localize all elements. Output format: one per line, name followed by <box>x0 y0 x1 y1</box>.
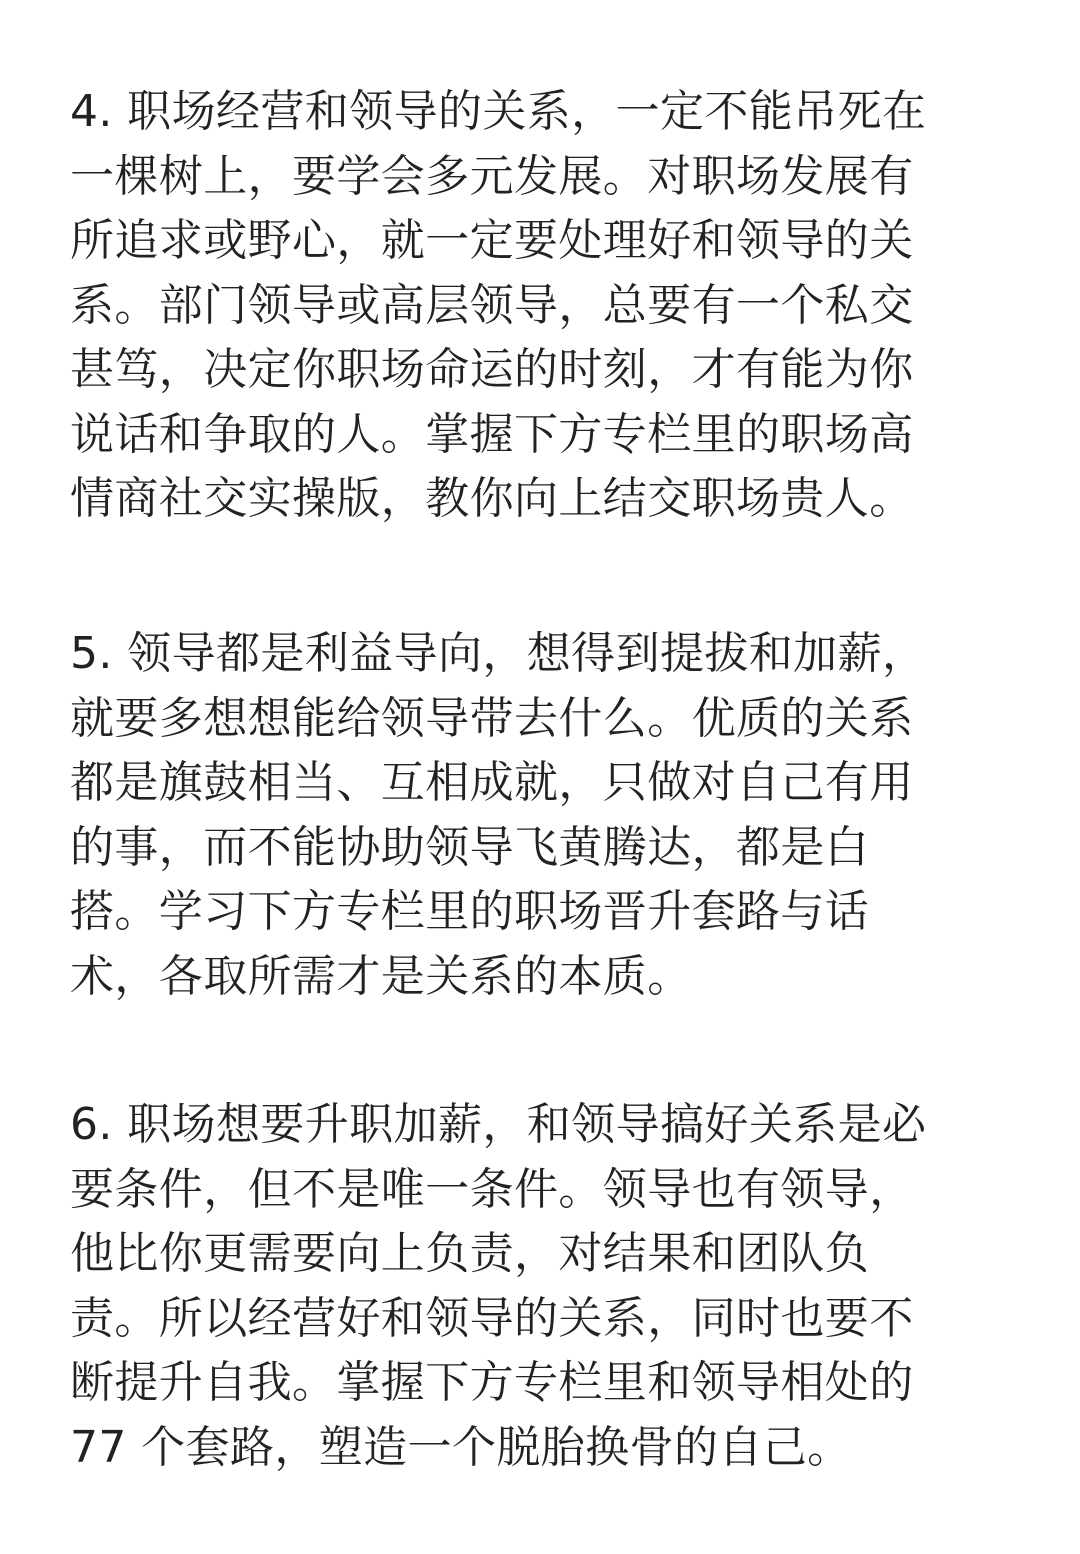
text-line: 的事，而不能协助领导飞黄腾达，都是白 <box>70 821 870 873</box>
text-line: 都是旗鼓相当、互相成就，只做对自己有用 <box>70 757 914 808</box>
text-line: 就要多想想能给领导带去什么。优质的关系 <box>70 692 914 744</box>
text-line: 甚笃，决定你职场命运的时刻，才有能为你 <box>70 344 914 395</box>
text-line: 术，各取所需才是关系的本质。 <box>70 950 692 1002</box>
text-line: 断提升自我。掌握下方专栏里和领导相处的 <box>70 1357 914 1408</box>
text-line: 要条件，但不是唯一条件。领导也有领导， <box>70 1163 914 1215</box>
text-line: 说话和争取的人。掌握下方专栏里的职场高 <box>70 408 914 460</box>
text-line: 6. 职场想要升职加薪，和领导搞好关系是必 <box>70 1099 927 1150</box>
paragraph-item-5 <box>70 622 990 1009</box>
text-line: 4. 职场经营和领导的关系，一定不能吊死在 <box>70 86 927 137</box>
text-line: 系。部门领导或高层领导，总要有一个私交 <box>70 279 914 331</box>
text-line: 5. 领导都是利益导向，想得到提拔和加薪， <box>70 628 927 679</box>
text-line: 所追求或野心，就一定要处理好和领导的关 <box>70 215 914 266</box>
text-line: 一棵树上，要学会多元发展。对职场发展有 <box>70 150 914 202</box>
text-line: 责。所以经营好和领导的关系，同时也要不 <box>70 1292 914 1344</box>
paragraph-item-4 <box>70 80 990 532</box>
text-line: 搭。学习下方专栏里的职场晋升套路与话 <box>70 886 870 937</box>
text-line: 他比你更需要向上负责，对结果和团队负 <box>70 1228 870 1279</box>
paragraph-item-6 <box>70 1093 990 1480</box>
text-line: 77 个套路，塑造一个脱胎换骨的自己。 <box>70 1421 852 1473</box>
text-line: 情商社交实操版，教你向上结交职场贵人。 <box>70 473 914 524</box>
